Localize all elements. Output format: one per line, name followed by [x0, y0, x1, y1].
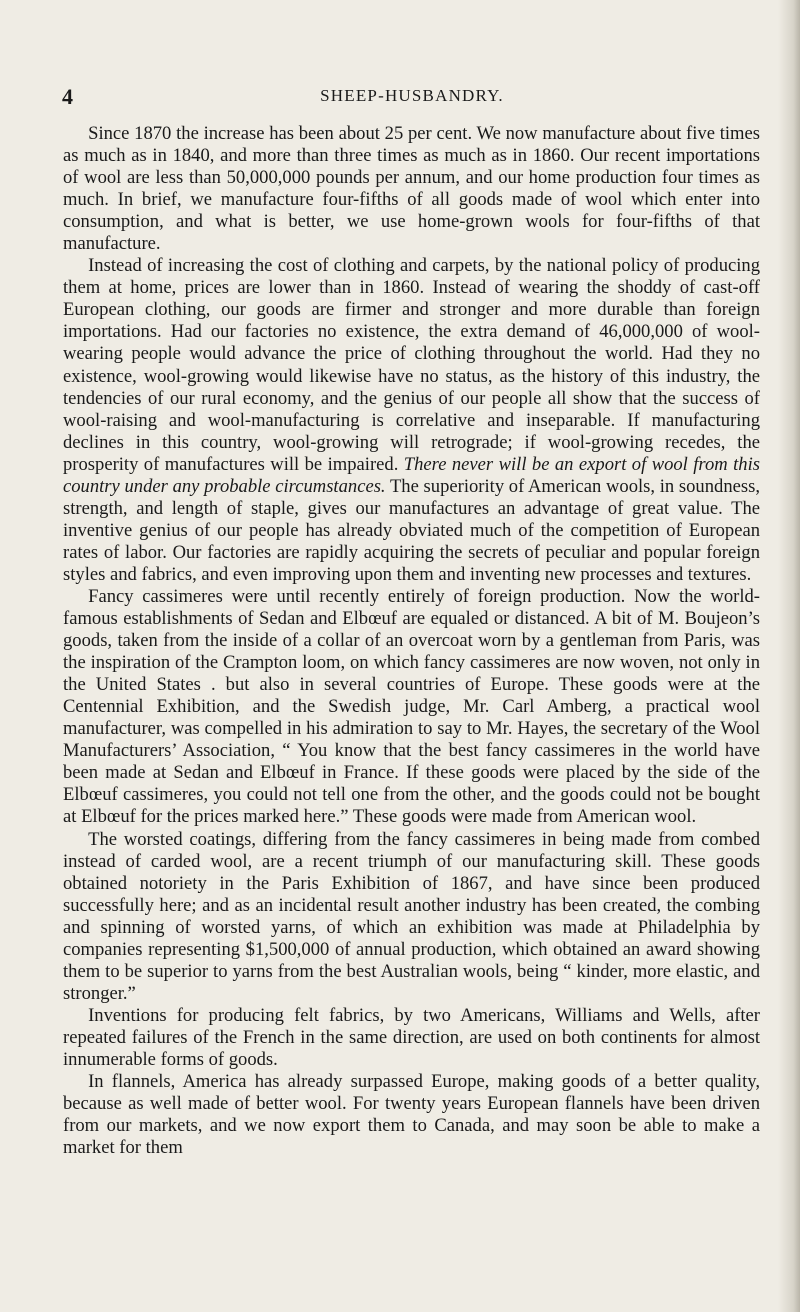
- italic-emphasis: There never will be an export of wool from this country under any probable circumstances.: [63, 453, 760, 497]
- paragraph-wool-manufacture-growth: Since 1870 the increase has been about 25 per cent. We now manufacture about five times as much as in 1840, and more than three times as much as in 1860. Our recent importations of wool are less than 50,000,000 pounds per annum, and our home production four times as much. In brief, we manufacture four-fifths of all goods made of wool which enter into consumption, and what is better, we use home-grown wools for four-fifths of that manufacture.: [63, 123, 760, 255]
- body-text: [63, 123, 760, 1159]
- paragraph-fancy-cassimeres: Fancy cassimeres were until recently entirely of foreign production. Now the world-famous establishments of Sedan and Elbœuf are equaled or distanced. A bit of M. Boujeon’s goods, taken from the inside of a collar of an overcoat worn by a gentleman from Paris, was the inspiration of the Crampton loom, on which fancy cassimeres are now woven, not only in the United States . but also in several countries of Europe. These goods were at the Centennial Exhibition, and the Swedish judge, Mr. Carl Amberg, a practical wool manufacturer, was compelled in his admiration to say to Mr. Hayes, the secretary of the Wool Manufacturers’ Association, “ You know that the best fancy cassimeres in the world have been made at Sedan and Elbœuf in France. If these goods were placed by the side of the Elbœuf cassimeres, you could not tell one from the other, and the goods could not be bought at Elbœuf for the prices marked here.” These goods were made from American wool.: [63, 585, 760, 828]
- paragraph-felt-fabrics: Inventions for producing felt fabrics, by two Americans, Williams and Wells, after repeated failures of the French in the same direction, are used on both continents for almost innumerable forms of goods.: [63, 1004, 760, 1070]
- page-number: 4: [62, 84, 74, 109]
- page-edge-shadow: [778, 0, 800, 1312]
- paragraph-worsted-coatings: The worsted coatings, differing from the fancy cassimeres in being made from combed instead of carded wool, are a recent triumph of our manufacturing skill. These goods obtained notoriety in the Paris Exhibition of 1867, and have since been produced successfully here; and as an incidental result another industry has been created, the combing and spinning of worsted yarns, of which an exhibition was made at Philadelphia by companies representing $1,500,000 of annual production, which obtained an award showing them to be superior to yarns from the best Australian wools, being “ kinder, more elastic, and stronger.”: [63, 828, 760, 1004]
- running-head: SHEEP-HUSBANDRY.: [320, 86, 504, 105]
- paragraph-national-policy: Instead of increasing the cost of clothing and carpets, by the national policy of producing them at home, prices are lower than in 1860. Instead of wearing the shoddy of cast-off European clothing, our goods are firmer and stronger and more durable than foreign importations. Had our factories no existence, the extra demand of 46,000,000 of wool-wearing people would advance the price of clothing throughout the world. Had they no existence, wool-growing would likewise have no status, as the history of this industry, the tendencies of our rural economy, and the genius of our people all show that the success of wool-raising and wool-manufacturing is correlative and inseparable. If manufacturing declines in this country, wool-growing will retrograde; if wool-growing recedes, the prosperity of manufactures will be impaired. There never will be an export of wool from this country under any probable circumstances. The superiority of American wools, in soundness, strength, and length of staple, gives our manufactures an advantage of great value. The inventive genius of our people has already obviated much of the competition of European rates of labor. Our factories are rapidly acquiring the secrets of peculiar and popular foreign styles and fabrics, and even improving upon them and inventing new processes and textures.: [63, 255, 760, 585]
- page-header: [62, 84, 762, 110]
- paragraph-flannels: In flannels, America has already surpassed Europe, making goods of a better quality, because as well made of better wool. For twenty years European flannels have been driven from our markets, and we now export them to Canada, and may soon be able to make a market for them: [63, 1071, 760, 1159]
